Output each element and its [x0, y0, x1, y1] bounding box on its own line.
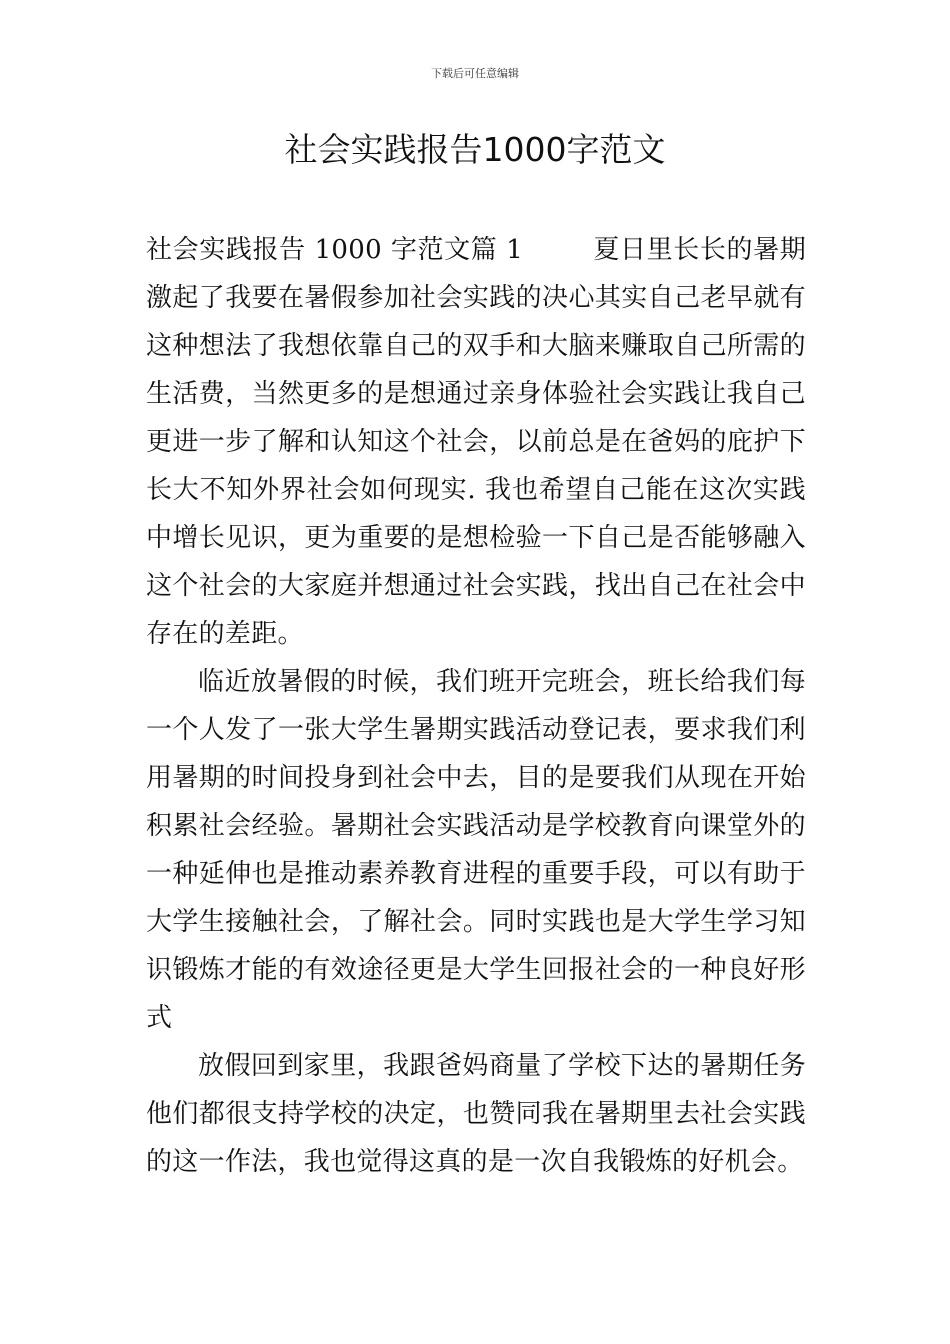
page-title: 社会实践报告1000字范文: [284, 130, 666, 169]
paragraph-1-text: 夏日里长长的暑期激起了我要在暑假参加社会实践的决心其实自己老早就有这种想法了我想依靠自己的双手和大脑来赚取自己所需的生活费，当然更多的是想通过亲身体验社会实践让我自己更进一步了解和认知这个社会，以前总是在爸妈的庇护下长大不知外界社会如何现实. 我也希望自己能在这次实践中增长见识，更为重要的是想检验一下自己是否能够融入这个社会的大家庭并想通过社会实践，找出自己在社会中存在的差距。: [146, 235, 806, 649]
document-body: [146, 226, 806, 1186]
section-heading-inline: 社会实践报告 1000 字范文篇 1: [146, 235, 524, 265]
paragraph-3: 放假回到家里，我跟爸妈商量了学校下达的暑期任务他们都很支持学校的决定，也赞同我在暑期里去社会实践的这一作法，我也觉得这真的是一次自我锻炼的好机会。: [146, 1051, 806, 1177]
paragraph-2: 临近放暑假的时候，我们班开完班会，班长给我们每一个人发了一张大学生暑期实践活动登记表，要求我们利用暑期的时间投身到社会中去，目的是要我们从现在开始积累社会经验。暑期社会实践活动是学校教育向课堂外的一种延伸也是推动素养教育进程的重要手段，可以有助于大学生接触社会，了解社会。同时实践也是大学生学习知识锻炼才能的有效途径更是大学生回报社会的一种良好形式: [146, 667, 806, 1033]
paragraph-1: [146, 226, 806, 658]
header-note: 下载后可任意编辑: [431, 67, 519, 80]
